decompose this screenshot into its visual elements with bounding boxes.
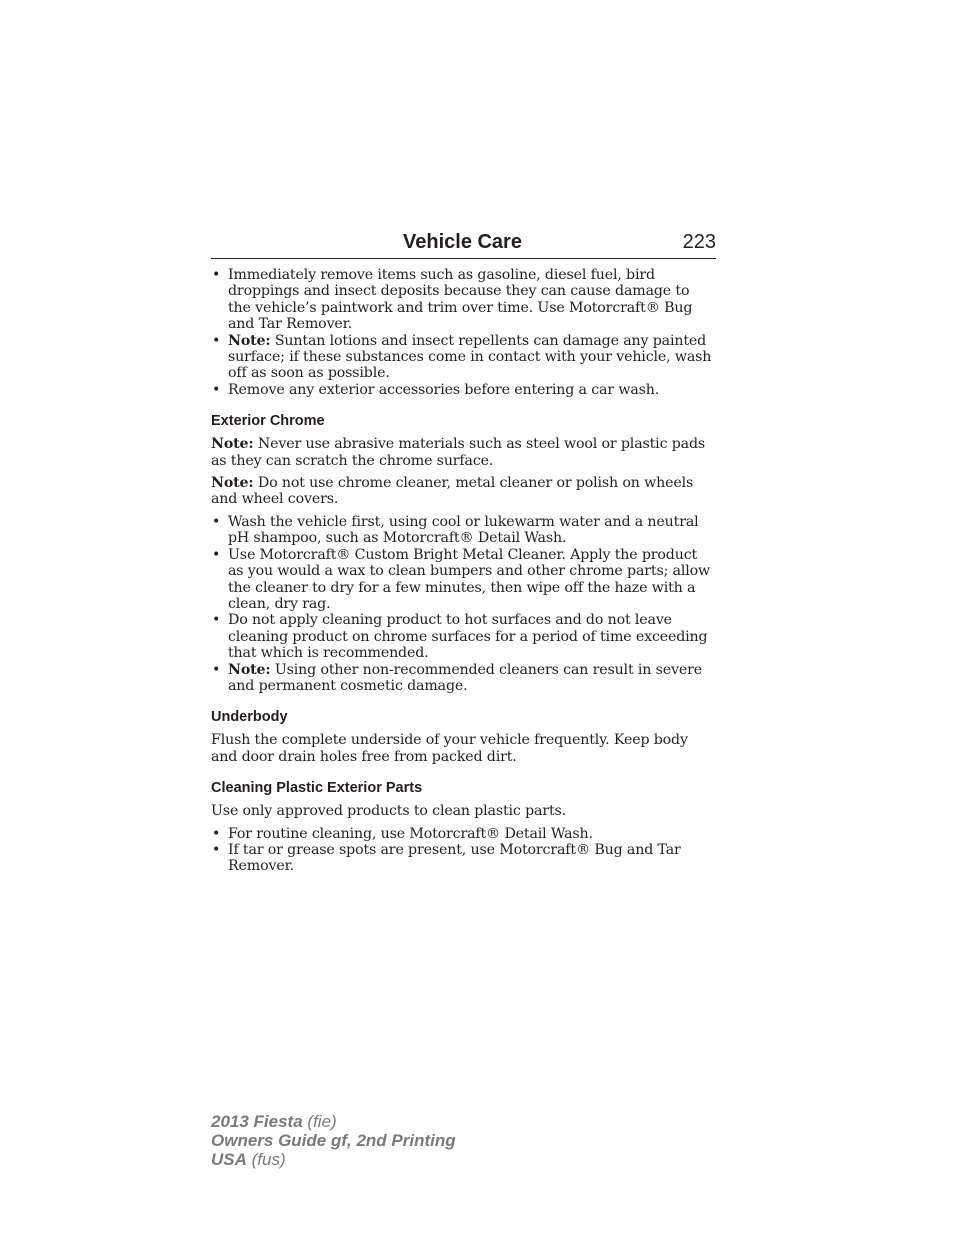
content <box>211 259 716 875</box>
page <box>211 228 716 875</box>
section-title: Vehicle Care <box>403 231 522 253</box>
page-number: 223 <box>682 231 716 253</box>
list-item: • Do not apply cleaning product to hot surfaces and do not leave cleaning product on chrome surfaces for a period of time exceeding that which is recommended. <box>211 612 716 661</box>
list-item: • Note: Using other non-recommended cleaners can result in severe and permanent cosmetic damage. <box>211 662 716 695</box>
footer-guide-line: Owners Guide gf, 2nd Printing <box>211 1131 456 1150</box>
plastic-paragraph: Use only approved products to clean plastic parts. <box>211 803 567 820</box>
page-footer <box>211 1112 456 1169</box>
heading-cleaning-plastic: Cleaning Plastic Exterior Parts <box>211 780 423 797</box>
underbody-paragraph: Flush the complete underside of your vehicle frequently. Keep body and door drain holes free from packed dirt. <box>211 732 688 765</box>
intro-bullet-list <box>211 267 716 398</box>
note-paragraph: Note: Do not use chrome cleaner, metal cleaner or polish on wheels and wheel covers. <box>211 475 694 508</box>
note-paragraph: Note: Never use abrasive materials such as steel wool or plastic pads as they can scratch the chrome surface. <box>211 436 706 469</box>
list-item: • Remove any exterior accessories before entering a car wash. <box>211 382 716 398</box>
list-item: • Immediately remove items such as gasoline, diesel fuel, bird droppings and insect deposits because they can cause damage to the vehicle’s paintwork and trim over time. Use Motorcraft® Bug and Tar Remover. <box>211 267 716 333</box>
list-item: • Note: Suntan lotions and insect repellents can damage any painted surface; if these substances come in contact with your vehicle, wash off as soon as possible. <box>211 333 716 382</box>
heading-exterior-chrome: Exterior Chrome <box>211 413 325 430</box>
footer-model-line: 2013 Fiesta (fie) <box>211 1112 337 1131</box>
list-item: • If tar or grease spots are present, use Motorcraft® Bug and Tar Remover. <box>211 842 716 875</box>
footer-region-line: USA (fus) <box>211 1150 286 1169</box>
heading-underbody: Underbody <box>211 709 288 726</box>
chrome-bullet-list <box>211 514 716 694</box>
list-item: • Use Motorcraft® Custom Bright Metal Cleaner. Apply the product as you would a wax to clean bumpers and other chrome parts; allow the cleaner to dry for a few minutes, then wipe off the haze with a clean, dry rag. <box>211 547 716 613</box>
page-header <box>211 228 716 259</box>
list-item: • For routine cleaning, use Motorcraft® Detail Wash. <box>211 826 716 842</box>
list-item: • Wash the vehicle first, using cool or lukewarm water and a neutral pH shampoo, such as Motorcraft® Detail Wash. <box>211 514 716 547</box>
plastic-bullet-list <box>211 826 716 875</box>
